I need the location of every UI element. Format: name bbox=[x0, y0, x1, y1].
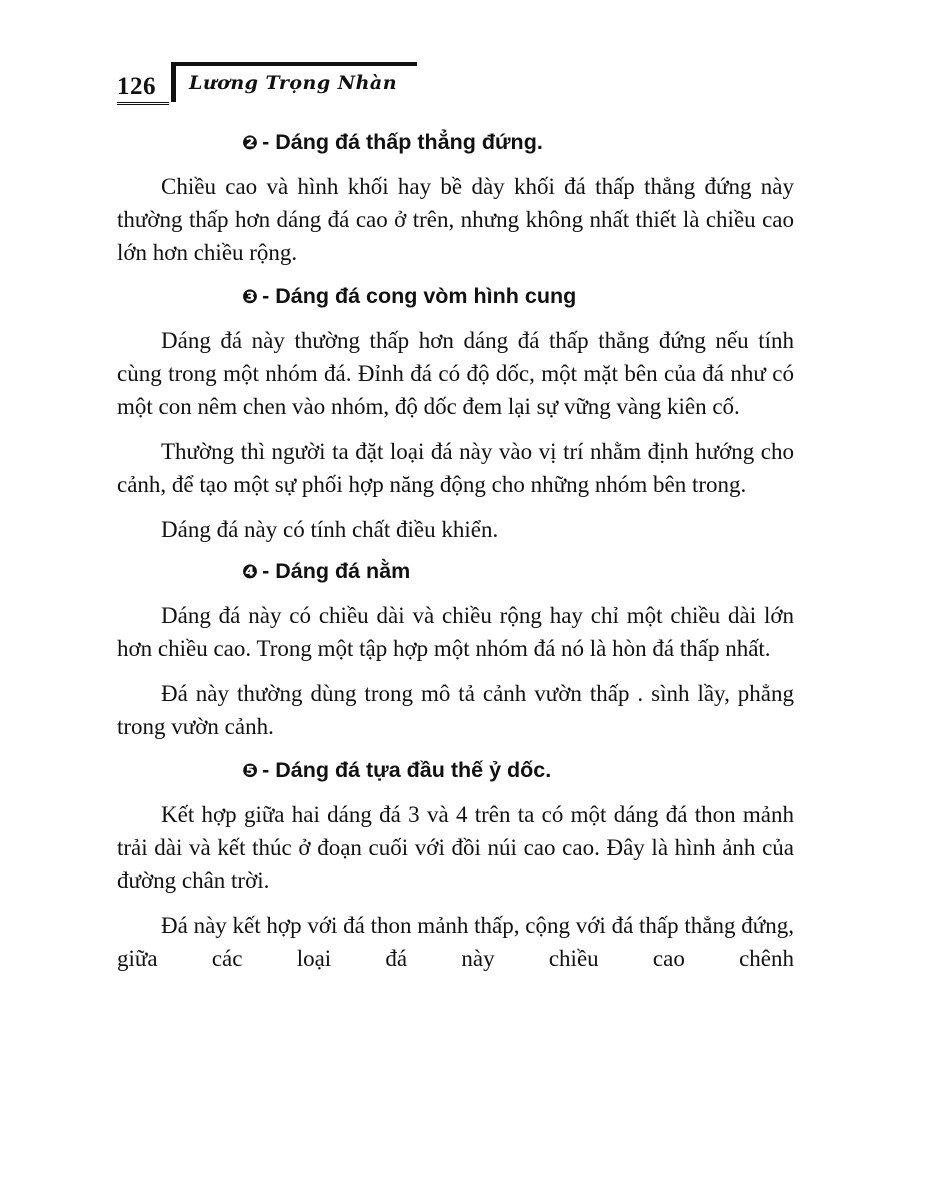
section-heading-4 bbox=[117, 556, 794, 587]
section-heading-5 bbox=[117, 755, 794, 786]
paragraph: Dáng đá này thường thấp hơn dáng đá thấp thẳng đứng nếu tính cùng trong một nhóm đá. Đỉnh đá có độ dốc, một mặt bên của đá như có một con nêm chen vào nhóm, độ dốc đem lại sự vững vàng kiên cố. bbox=[117, 328, 794, 419]
running-title-author: Lương Trọng Nhàn bbox=[189, 72, 398, 94]
section-heading-3 bbox=[117, 281, 794, 312]
circled-number-5-icon: ❺ bbox=[242, 760, 259, 782]
page-body bbox=[117, 127, 794, 987]
paragraph: Thường thì người ta đặt loại đá này vào vị trí nhằm định hướng cho cảnh, để tạo một sự phối hợp năng động cho những nhóm bên trong. bbox=[117, 439, 794, 497]
page-number: 126 bbox=[117, 74, 169, 105]
paragraph: Dáng đá này có chiều dài và chiều rộng hay chỉ một chiều dài lớn hơn chiều cao. Trong một tập hợp một nhóm đá nó là hòn đá thấp nhất. bbox=[117, 603, 794, 661]
paragraph-continued: Đá này kết hợp với đá thon mảnh thấp, cộng với đá thấp thẳng đứng, giữa các loại đá này chiều cao chênh bbox=[117, 913, 794, 971]
circled-number-4-icon: ❹ bbox=[242, 561, 259, 583]
paragraph: Kết hợp giữa hai dáng đá 3 và 4 trên ta có một dáng đá thon mảnh trải dài và kết thúc ở đoạn cuối với đồi núi cao cao. Đây là hình ảnh của đường chân trời. bbox=[117, 802, 794, 893]
section-heading-title: - Dáng đá nằm bbox=[262, 559, 411, 583]
header-bracket bbox=[171, 62, 176, 102]
circled-number-2-icon: ❷ bbox=[242, 132, 259, 154]
header-rule bbox=[171, 62, 417, 66]
section-heading-title: - Dáng đá tựa đầu thế ỷ dốc. bbox=[262, 758, 552, 782]
section-heading-title: - Dáng đá thấp thẳng đứng. bbox=[262, 130, 543, 154]
section-heading-2 bbox=[117, 127, 794, 158]
paragraph: Dáng đá này có tính chất điều khiển. bbox=[161, 517, 499, 542]
circled-number-3-icon: ❸ bbox=[242, 286, 259, 308]
paragraph: Đá này thường dùng trong mô tả cảnh vườn thấp . sình lầy, phẳng trong vườn cảnh. bbox=[117, 681, 794, 739]
paragraph: Chiều cao và hình khối hay bề dày khối đá thấp thẳng đứng này thường thấp hơn dáng đá cao ở trên, nhưng không nhất thiết là chiều cao lớn hơn chiều rộng. bbox=[117, 174, 794, 265]
page-header bbox=[117, 60, 417, 105]
section-heading-title: - Dáng đá cong vòm hình cung bbox=[262, 284, 577, 308]
